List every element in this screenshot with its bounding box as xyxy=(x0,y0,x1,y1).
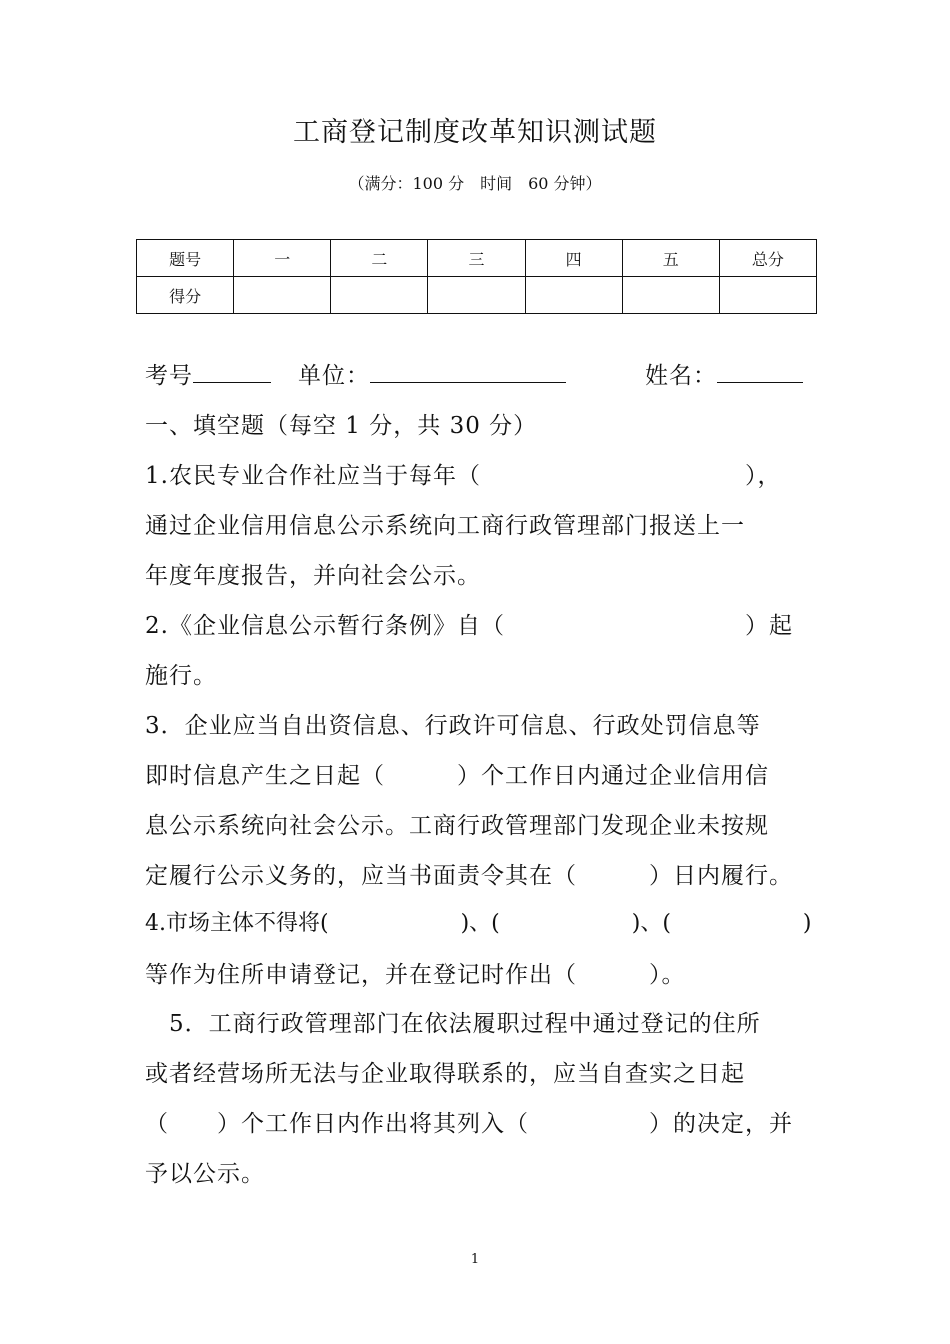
section-heading: 一、填空题（每空 1 分，共 30 分） xyxy=(145,413,538,439)
question-line: 2.《企业信息公示暂行条例》自（ ）起 xyxy=(145,613,793,639)
score-cell[interactable] xyxy=(331,277,428,314)
score-row-label: 得分 xyxy=(137,277,234,314)
question-line: 4.市场主体不得将( )、( )、( ) xyxy=(145,911,812,936)
exam-number-field xyxy=(145,357,271,390)
score-table-header-cell: 题号 xyxy=(137,240,234,277)
score-table xyxy=(136,239,817,314)
question-line: 定履行公示义务的，应当书面责令其在（ ）日内履行。 xyxy=(145,863,793,889)
score-table-header-cell: 二 xyxy=(331,240,428,277)
page-number: 1 xyxy=(470,1252,480,1267)
name-label: 姓名： xyxy=(645,363,717,389)
unit-label: 单位： xyxy=(298,363,370,389)
score-table-header-row xyxy=(137,240,817,277)
name-blank[interactable] xyxy=(717,358,803,383)
score-table-header-cell: 三 xyxy=(428,240,525,277)
question-line: （ ）个工作日内作出将其列入（ ）的决定，并 xyxy=(145,1111,793,1137)
score-table-header-cell: 四 xyxy=(525,240,622,277)
question-line: 1.农民专业合作社应当于每年（ ）， xyxy=(145,463,782,489)
question-line: 即时信息产生之日起（ ）个工作日内通过企业信用信 xyxy=(145,763,769,789)
score-cell[interactable] xyxy=(234,277,331,314)
question-line: 予以公示。 xyxy=(145,1161,265,1187)
question-line: 或者经营场所无法与企业取得联系的，应当自查实之日起 xyxy=(145,1061,745,1087)
question-line: 施行。 xyxy=(145,663,217,689)
name-field xyxy=(645,357,803,390)
question-line: 通过企业信用信息公示系统向工商行政管理部门报送上一 xyxy=(145,513,745,539)
unit-field xyxy=(298,357,566,390)
exam-number-label: 考号 xyxy=(145,363,193,389)
score-cell[interactable] xyxy=(428,277,525,314)
score-cell[interactable] xyxy=(719,277,816,314)
score-table-header-cell: 一 xyxy=(234,240,331,277)
question-line: 3．企业应当自出资信息、行政许可信息、行政处罚信息等 xyxy=(145,713,761,739)
score-cell[interactable] xyxy=(525,277,622,314)
question-line: 年度年度报告，并向社会公示。 xyxy=(145,563,481,589)
exam-subtitle: （满分：100 分 时间 60 分钟） xyxy=(348,174,602,193)
score-table-header-cell: 五 xyxy=(622,240,719,277)
unit-blank[interactable] xyxy=(370,358,566,383)
page-title: 工商登记制度改革知识测试题 xyxy=(293,117,657,148)
score-table-score-row xyxy=(137,277,817,314)
exam-number-blank[interactable] xyxy=(193,358,271,383)
question-line: 等作为住所申请登记，并在登记时作出（ ）。 xyxy=(145,962,686,988)
question-line: 5．工商行政管理部门在依法履职过程中通过登记的住所 xyxy=(145,1011,761,1037)
score-table-header-cell: 总分 xyxy=(719,240,816,277)
score-cell[interactable] xyxy=(622,277,719,314)
question-line: 息公示系统向社会公示。工商行政管理部门发现企业未按规 xyxy=(145,813,769,839)
